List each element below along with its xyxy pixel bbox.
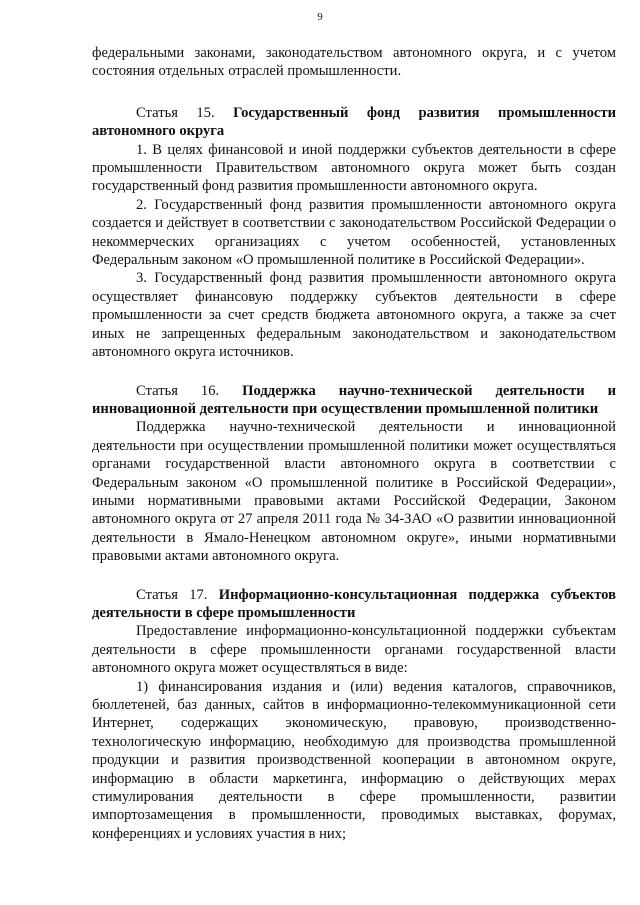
- article-15-paragraph-1: 1. В целях финансовой и иной поддержки субъектов деятельности в сфере промышленности Правительством автономного округа может быть создан государственный фонд развития промышленности автономного округа.: [92, 141, 616, 195]
- article-title: Поддержка научно-технической деятельности и инновационной деятельности при осуществлении промышленной политики: [92, 382, 616, 417]
- article-17-paragraph-1: Предоставление информационно-консультационной поддержки субъектам деятельности в сфере промышленности органами государственной власти автономного округа может осуществляться в виде:: [92, 623, 616, 677]
- article-label: Статья 15.: [136, 104, 215, 121]
- article-16-heading: [92, 382, 616, 419]
- page-number: 9: [317, 11, 323, 23]
- intro-paragraph: федеральными законами, законодательством автономного округа, и с учетом состояния отдельных отраслей промышленности.: [92, 45, 616, 80]
- article-16-paragraph-1: Поддержка научно-технической деятельности и инновационной деятельности при осуществлении промышленной политики может осуществляться органами государственной власти автономного округа в соответствии с Федеральным законом «О промышленной политике в Российской Федерации», иными нормативными правовыми актами Российской Федерации, Законом автономного округа от 27 апреля 2011 года № 34-ЗАО «О развитии инновационной деятельности в Ямало-Ненецком автономном округе», иными нормативными правовыми актами автономного округа.: [92, 419, 616, 565]
- article-15-heading: [92, 104, 616, 141]
- article-17-heading: [92, 586, 616, 623]
- article-label: Статья 16.: [136, 382, 220, 399]
- article-15-paragraph-3: 3. Государственный фонд развития промышленности автономного округа осуществляет финансовую поддержку субъектов деятельности в сфере промышленности за счет средств бюджета автономного округа, а также за счет иных не запрещенных федеральным законодательством и законодательством автономного округа источников.: [92, 270, 616, 361]
- article-label: Статья 17.: [136, 586, 208, 603]
- article-title: Информационно-консультационная поддержка субъектов деятельности в сфере промышленности: [92, 586, 616, 621]
- document-body: [92, 44, 616, 843]
- article-15-paragraph-2: 2. Государственный фонд развития промышленности автономного округа создается и действует в соответствии с законодательством Российской Федерации о некоммерческих организациях с учетом особенностей, установленных Федеральным законом «О промышленной политике в Российской Федерации».: [92, 196, 616, 269]
- article-title: Государственный фонд развития промышленности автономного округа: [92, 104, 616, 140]
- article-17-paragraph-2: 1) финансирования издания и (или) ведения каталогов, справочников, бюллетеней, баз данных, сайтов в информационно-телекоммуникационной сети Интернет, содержащих экономическую, правовую, производственно-технологическую информацию, необходимую для производства промышленной продукции и развития производственной кооперации в автономном округе, информацию в области маркетинга, информацию о действующих мерах стимулирования деятельности в сфере промышленности, развитии импортозамещения в промышленности, проводимых выставках, форумах, конференциях и условиях участия в них;: [92, 678, 616, 842]
